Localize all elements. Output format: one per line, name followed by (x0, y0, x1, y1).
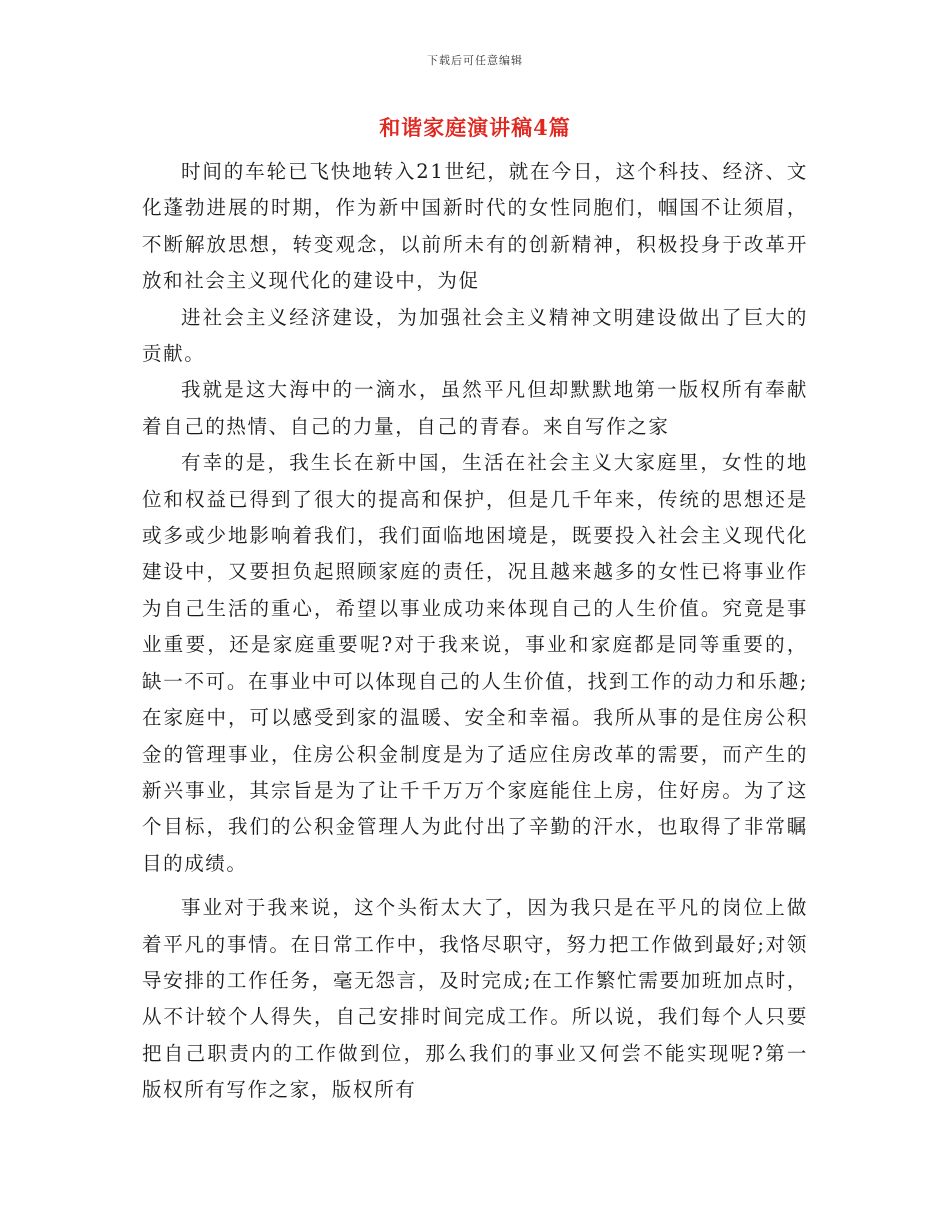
paragraph-3: 我就是这大海中的一滴水，虽然平凡但却默默地第一版权所有奉献着自己的热情、自己的力量，自己的青春。来自写作之家 (142, 378, 808, 438)
paragraph-1: 时间的车轮已飞快地转入21世纪，就在今日，这个科技、经济、文化蓬勃进展的时期，作为新中国新时代的女性同胞们，帼国不让须眉，不断解放思想，转变观念，以前所未有的创新精神，积极投身于改革开放和社会主义现代化的建设中，为促 (142, 160, 808, 293)
paragraph-4: 有幸的是，我生长在新中国，生活在社会主义大家庭里，女性的地位和权益已得到了很大的提高和保护，但是几千年来，传统的思想还是或多或少地影响着我们，我们面临地困境是，既要投入社会主义现代化建设中，又要担负起照顾家庭的责任，况且越来越多的女性已将事业作为自己生活的重心，希望以事业成功来体现自己的人生价值。究竟是事业重要，还是家庭重要呢?对于我来说，事业和家庭都是同等重要的，缺一不可。在事业中可以体现自己的人生价值，找到工作的动力和乐趣;在家庭中，可以感受到家的温暖、安全和幸福。我所从事的是住房公积金的管理事业，住房公积金制度是为了适应住房改革的需要，而产生的新兴事业，其宗旨是为了让千千万万个家庭能住上房，住好房。为了这个目标，我们的公积金管理人为此付出了辛勤的汗水，也取得了非常瞩目的成绩。 (142, 451, 808, 875)
document-body (142, 154, 808, 1109)
paragraph-2: 进社会主义经济建设，为加强社会主义精神文明建设做出了巨大的贡献。 (142, 305, 808, 366)
document-title: 和谐家庭演讲稿4篇 (379, 115, 571, 140)
header-note: 下载后可任意编辑 (427, 54, 523, 67)
paragraph-5: 事业对于我来说，这个头衔太大了，因为我只是在平凡的岗位上做着平凡的事情。在日常工作中，我恪尽职守，努力把工作做到最好;对领导安排的工作任务，毫无怨言，及时完成;在工作繁忙需要加班加点时，从不计较个人得失，自己安排时间完成工作。所以说，我们每个人只要把自己职责内的工作做到位，那么我们的事业又何尝不能实现呢?第一版权所有写作之家，版权所有 (142, 896, 808, 1102)
